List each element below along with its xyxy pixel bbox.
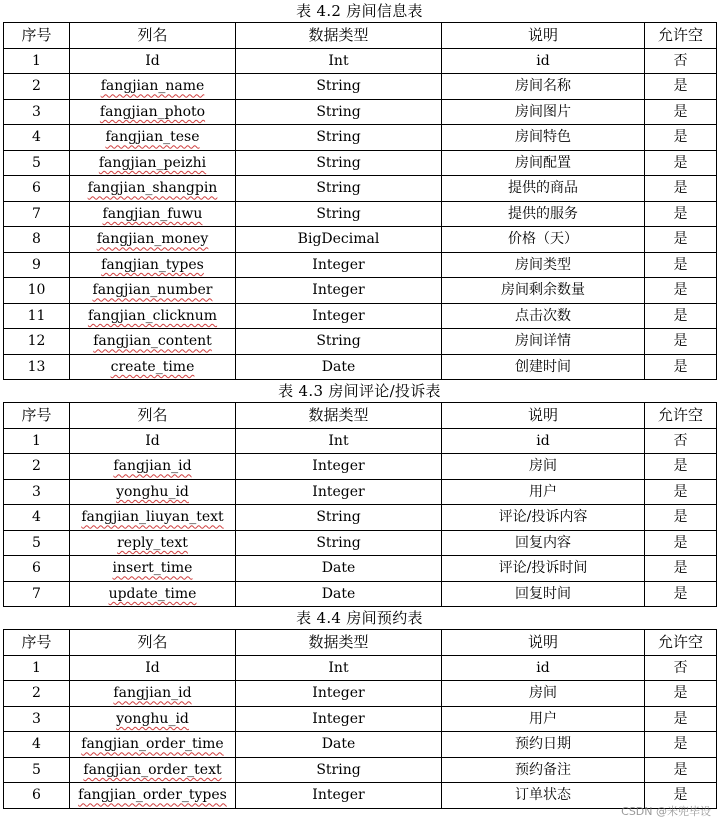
watermark: CSDN @米兜毕设 xyxy=(621,805,711,818)
cell-no: 2 xyxy=(4,681,70,707)
cell-no: 3 xyxy=(4,706,70,732)
table-header-row xyxy=(4,630,717,656)
cell-description: 创建时间 xyxy=(442,354,645,380)
cell-data-type: Integer xyxy=(236,303,442,329)
cell-description: 房间 xyxy=(442,454,645,480)
cell-no: 1 xyxy=(4,655,70,681)
cell-description: 订单状态 xyxy=(442,783,645,809)
cell-column-name xyxy=(70,125,236,151)
cell-data-type: Date xyxy=(236,354,442,380)
cell-description: id xyxy=(442,428,645,454)
header-column-name: 列名 xyxy=(70,630,236,656)
header-description: 说明 xyxy=(442,403,645,429)
cell-column-name xyxy=(70,329,236,355)
cell-data-type: String xyxy=(236,505,442,531)
cell-column-name xyxy=(70,505,236,531)
cell-nullable: 否 xyxy=(645,48,717,74)
column-name-text: fangjian_liuyan_text xyxy=(81,509,224,526)
cell-no: 4 xyxy=(4,125,70,151)
table-row xyxy=(4,783,717,809)
cell-nullable: 是 xyxy=(645,278,717,304)
cell-description: 价格（天） xyxy=(442,227,645,253)
table-row xyxy=(4,757,717,783)
cell-no: 7 xyxy=(4,201,70,227)
cell-no: 5 xyxy=(4,530,70,556)
cell-nullable: 是 xyxy=(645,706,717,732)
cell-column-name: Id xyxy=(70,655,236,681)
cell-description: 评论/投诉内容 xyxy=(442,505,645,531)
cell-description: 房间图片 xyxy=(442,99,645,125)
cell-no: 10 xyxy=(4,278,70,304)
column-name-text: yonghu_id xyxy=(116,483,189,500)
cell-no: 1 xyxy=(4,48,70,74)
table-row xyxy=(4,329,717,355)
cell-no: 6 xyxy=(4,556,70,582)
cell-description: 房间剩余数量 xyxy=(442,278,645,304)
table-row xyxy=(4,581,717,607)
column-name-text: fangjian_order_types xyxy=(78,787,227,804)
cell-data-type: Integer xyxy=(236,278,442,304)
column-name-text: fangjian_photo xyxy=(99,103,206,120)
cell-nullable: 是 xyxy=(645,556,717,582)
cell-data-type: Integer xyxy=(236,479,442,505)
column-name-text: yonghu_id xyxy=(116,710,189,727)
table-row xyxy=(4,125,717,151)
cell-nullable: 是 xyxy=(645,681,717,707)
cell-data-type: String xyxy=(236,530,442,556)
cell-no: 2 xyxy=(4,74,70,100)
cell-description: 提供的服务 xyxy=(442,201,645,227)
cell-no: 12 xyxy=(4,329,70,355)
column-name-text: create_time xyxy=(110,358,195,375)
cell-no: 4 xyxy=(4,505,70,531)
cell-data-type: Integer xyxy=(236,252,442,278)
column-name-text: fangjian_shangpin xyxy=(87,180,218,197)
cell-column-name: Id xyxy=(70,428,236,454)
cell-column-name xyxy=(70,252,236,278)
cell-nullable: 是 xyxy=(645,74,717,100)
column-name-text: fangjian_money xyxy=(96,231,209,248)
cell-nullable: 是 xyxy=(645,303,717,329)
cell-no: 4 xyxy=(4,732,70,758)
table-row xyxy=(4,99,717,125)
table-row xyxy=(4,201,717,227)
table-row xyxy=(4,252,717,278)
table-row xyxy=(4,681,717,707)
cell-no: 8 xyxy=(4,227,70,253)
cell-description: 用户 xyxy=(442,706,645,732)
cell-no: 11 xyxy=(4,303,70,329)
cell-data-type: String xyxy=(236,329,442,355)
cell-data-type: Int xyxy=(236,48,442,74)
cell-data-type: Integer xyxy=(236,706,442,732)
header-data-type: 数据类型 xyxy=(236,403,442,429)
column-name-text: fangjian_order_time xyxy=(81,736,224,753)
cell-column-name: Id xyxy=(70,48,236,74)
cell-nullable: 是 xyxy=(645,252,717,278)
cell-no: 7 xyxy=(4,581,70,607)
cell-description: 房间配置 xyxy=(442,150,645,176)
table-row xyxy=(4,227,717,253)
header-no: 序号 xyxy=(4,23,70,49)
cell-column-name xyxy=(70,556,236,582)
table-row xyxy=(4,74,717,100)
cell-description: 点击次数 xyxy=(442,303,645,329)
cell-column-name xyxy=(70,150,236,176)
cell-no: 3 xyxy=(4,99,70,125)
header-data-type: 数据类型 xyxy=(236,23,442,49)
schema-table xyxy=(3,629,717,809)
column-name-text: reply_text xyxy=(117,534,188,551)
header-no: 序号 xyxy=(4,403,70,429)
cell-description: 房间特色 xyxy=(442,125,645,151)
table-row xyxy=(4,655,717,681)
cell-column-name xyxy=(70,74,236,100)
cell-data-type: String xyxy=(236,99,442,125)
header-nullable: 允许空 xyxy=(645,403,717,429)
column-name-text: fangjian_order_text xyxy=(83,761,222,778)
header-nullable: 允许空 xyxy=(645,23,717,49)
cell-no: 9 xyxy=(4,252,70,278)
cell-data-type: Int xyxy=(236,655,442,681)
cell-description: 房间名称 xyxy=(442,74,645,100)
header-description: 说明 xyxy=(442,23,645,49)
table-caption: 表 4.3 房间评论/投诉表 xyxy=(278,382,441,400)
cell-data-type: String xyxy=(236,74,442,100)
cell-data-type: Int xyxy=(236,428,442,454)
column-name-text: fangjian_types xyxy=(101,256,204,273)
column-name-text: fangjian_peizhi xyxy=(98,154,207,171)
column-name-text: fangjian_fuwu xyxy=(102,205,203,222)
cell-data-type: Integer xyxy=(236,454,442,480)
table-row xyxy=(4,150,717,176)
column-name-text: insert_time xyxy=(112,560,193,577)
cell-no: 13 xyxy=(4,354,70,380)
cell-no: 2 xyxy=(4,454,70,480)
cell-column-name xyxy=(70,227,236,253)
cell-nullable: 是 xyxy=(645,99,717,125)
cell-column-name xyxy=(70,201,236,227)
table-row xyxy=(4,505,717,531)
cell-description: 预约备注 xyxy=(442,757,645,783)
cell-nullable: 否 xyxy=(645,655,717,681)
column-name-text: update_time xyxy=(108,585,197,602)
cell-data-type: BigDecimal xyxy=(236,227,442,253)
table-row xyxy=(4,530,717,556)
cell-column-name xyxy=(70,732,236,758)
table-caption: 表 4.2 房间信息表 xyxy=(296,2,423,20)
cell-description: 回复时间 xyxy=(442,581,645,607)
table-row xyxy=(4,556,717,582)
cell-no: 3 xyxy=(4,479,70,505)
cell-nullable: 否 xyxy=(645,428,717,454)
cell-description: 预约日期 xyxy=(442,732,645,758)
cell-data-type: Integer xyxy=(236,783,442,809)
cell-nullable: 是 xyxy=(645,201,717,227)
cell-column-name xyxy=(70,454,236,480)
column-name-text: fangjian_content xyxy=(93,333,212,350)
table-row xyxy=(4,454,717,480)
cell-no: 1 xyxy=(4,428,70,454)
cell-column-name xyxy=(70,581,236,607)
column-name-text: fangjian_id xyxy=(113,685,192,702)
cell-nullable: 是 xyxy=(645,329,717,355)
cell-data-type: String xyxy=(236,176,442,202)
header-description: 说明 xyxy=(442,630,645,656)
schema-table xyxy=(3,22,717,380)
table-header-row xyxy=(4,403,717,429)
cell-column-name xyxy=(70,757,236,783)
cell-no: 5 xyxy=(4,757,70,783)
cell-data-type: Date xyxy=(236,581,442,607)
column-name-text: fangjian_name xyxy=(100,78,205,95)
table-row xyxy=(4,732,717,758)
cell-no: 6 xyxy=(4,783,70,809)
table-header-row xyxy=(4,23,717,49)
cell-nullable: 是 xyxy=(645,757,717,783)
header-nullable: 允许空 xyxy=(645,630,717,656)
table-row xyxy=(4,354,717,380)
cell-description: 用户 xyxy=(442,479,645,505)
cell-nullable: 是 xyxy=(645,454,717,480)
cell-description: 回复内容 xyxy=(442,530,645,556)
cell-data-type: String xyxy=(236,125,442,151)
column-name-text: fangjian_tese xyxy=(105,129,200,146)
header-column-name: 列名 xyxy=(70,23,236,49)
cell-nullable: 是 xyxy=(645,354,717,380)
cell-column-name xyxy=(70,479,236,505)
table-row xyxy=(4,278,717,304)
cell-description: id xyxy=(442,48,645,74)
cell-nullable: 是 xyxy=(645,530,717,556)
cell-description: 房间类型 xyxy=(442,252,645,278)
cell-data-type: String xyxy=(236,201,442,227)
cell-data-type: Integer xyxy=(236,681,442,707)
table-row xyxy=(4,428,717,454)
cell-nullable: 是 xyxy=(645,125,717,151)
cell-nullable: 是 xyxy=(645,150,717,176)
cell-nullable: 是 xyxy=(645,505,717,531)
table-row xyxy=(4,706,717,732)
cell-no: 6 xyxy=(4,176,70,202)
column-name-text: fangjian_id xyxy=(113,458,192,475)
cell-no: 5 xyxy=(4,150,70,176)
cell-nullable: 是 xyxy=(645,479,717,505)
cell-column-name xyxy=(70,99,236,125)
cell-nullable: 是 xyxy=(645,227,717,253)
table-row xyxy=(4,176,717,202)
column-name-text: fangjian_clicknum xyxy=(87,307,218,324)
cell-column-name xyxy=(70,706,236,732)
cell-data-type: Date xyxy=(236,732,442,758)
cell-nullable: 是 xyxy=(645,176,717,202)
cell-description: 房间详情 xyxy=(442,329,645,355)
table-row xyxy=(4,479,717,505)
cell-column-name xyxy=(70,176,236,202)
cell-column-name xyxy=(70,354,236,380)
header-column-name: 列名 xyxy=(70,403,236,429)
table-caption: 表 4.4 房间预约表 xyxy=(296,609,423,627)
cell-data-type: Date xyxy=(236,556,442,582)
cell-nullable: 是 xyxy=(645,783,717,809)
column-name-text: fangjian_number xyxy=(92,282,213,299)
table-row xyxy=(4,48,717,74)
cell-description: 房间 xyxy=(442,681,645,707)
cell-data-type: String xyxy=(236,150,442,176)
cell-nullable: 是 xyxy=(645,732,717,758)
schema-table xyxy=(3,402,717,607)
cell-description: 评论/投诉时间 xyxy=(442,556,645,582)
cell-description: id xyxy=(442,655,645,681)
cell-column-name xyxy=(70,783,236,809)
header-no: 序号 xyxy=(4,630,70,656)
cell-data-type: String xyxy=(236,757,442,783)
cell-description: 提供的商品 xyxy=(442,176,645,202)
cell-column-name xyxy=(70,278,236,304)
cell-column-name xyxy=(70,303,236,329)
header-data-type: 数据类型 xyxy=(236,630,442,656)
cell-column-name xyxy=(70,681,236,707)
cell-nullable: 是 xyxy=(645,581,717,607)
table-row xyxy=(4,303,717,329)
cell-column-name xyxy=(70,530,236,556)
